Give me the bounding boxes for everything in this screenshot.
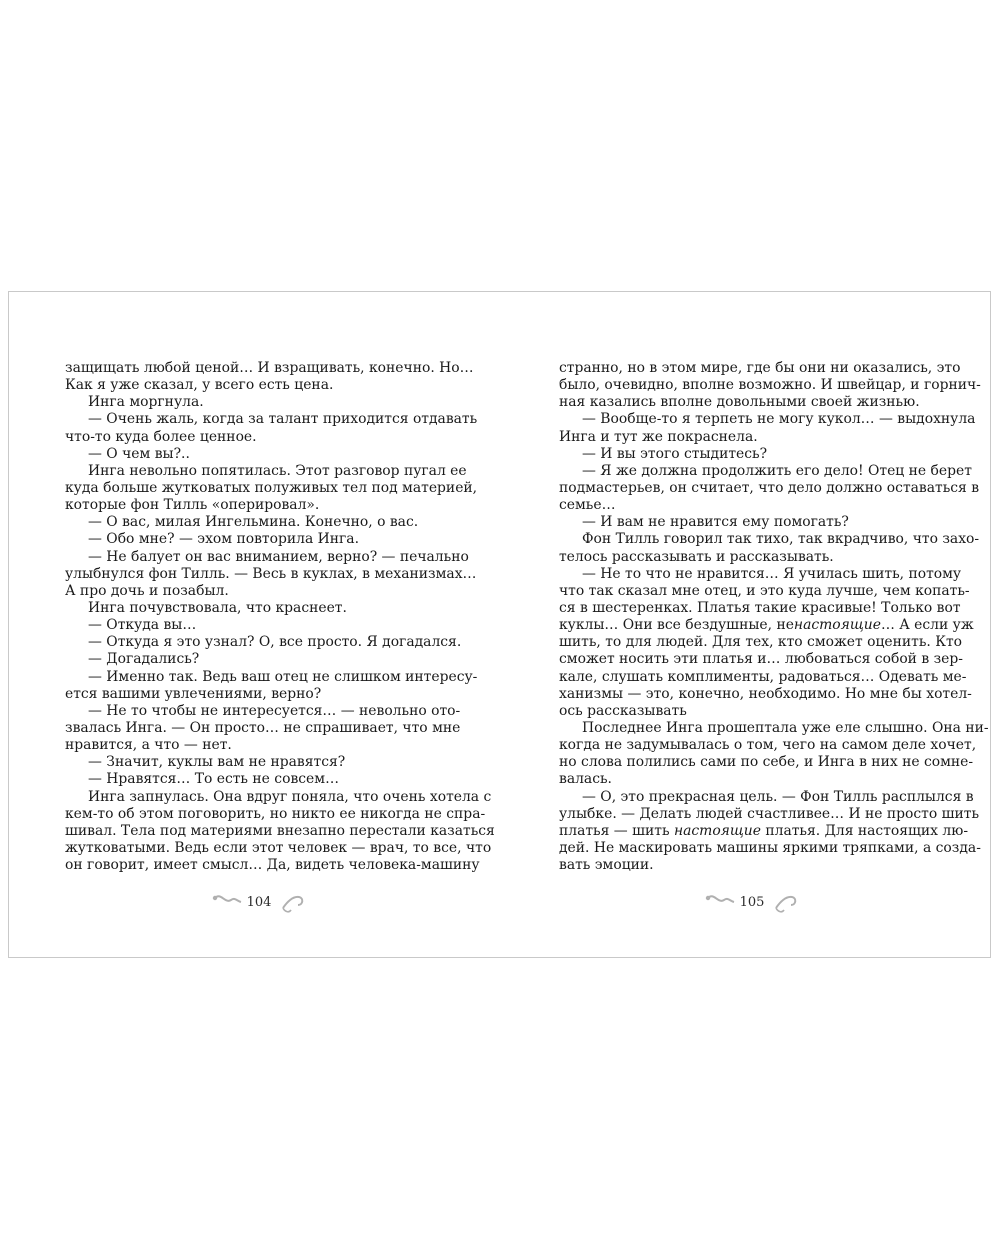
text-line: Инга запнулась. Она вдруг поняла, что очень хотела с <box>88 788 492 805</box>
text-line: валась. <box>559 771 612 788</box>
text-line: вать эмоции. <box>559 857 654 874</box>
text-line: куда больше жутковатых полуживых тел под материей, <box>65 479 478 496</box>
left-page <box>65 360 495 874</box>
text-line: — О, это прекрасная цель. — Фон Тилль расплылся в <box>582 788 974 805</box>
text-line: он говорит, имеет смысл… Да, видеть человека-машину <box>65 857 480 874</box>
text-line: Инга невольно попятилась. Этот разговор пугал ее <box>88 462 467 479</box>
text-line: но слова полились сами по себе, и Инга в них не сомне- <box>559 754 974 771</box>
text-line: звалась Инга. — Он просто… не спрашивает, что мне <box>65 719 461 736</box>
text-line: — Не то что не нравится… Я училась шить, потому <box>582 565 962 582</box>
text-line: шивал. Тела под материями внезапно перестали казаться <box>65 822 495 839</box>
text-line: сможет носить эти платья и… любоваться собой в зер- <box>559 651 963 668</box>
text-line: Фон Тилль говорил так тихо, так вкрадчиво, что захо- <box>582 531 980 548</box>
text-line: ся в шестеренках. Платья такие красивые! Только вот <box>559 599 961 616</box>
text-line: Инга моргнула. <box>88 394 204 411</box>
text-line: кем-то об этом поговорить, но никто ее никогда не спра- <box>65 805 486 822</box>
text-line: — Обо мне? — эхом повторила Инга. <box>88 531 359 548</box>
text-line: что-то куда более ценное. <box>65 428 257 445</box>
text-line: — Значит, куклы вам не нравятся? <box>88 754 346 771</box>
text-line: телось рассказывать и рассказывать. <box>559 548 834 565</box>
text-line: — Не балует он вас вниманием, верно? — печально <box>88 548 469 565</box>
text-line: ная казались вполне довольными своей жизнью. <box>559 394 920 411</box>
text-line: — И вам не нравится ему помогать? <box>582 514 849 531</box>
text-line: было, очевидно, вполне возможно. И швейцар, и горнич- <box>559 377 981 394</box>
text-line: шить, то для людей. Для тех, кто сможет оценить. Кто <box>559 634 963 651</box>
text-line: которые фон Тилль «оперировал». <box>65 497 320 514</box>
text-line: — Откуда вы… <box>88 617 197 634</box>
text-line: — Я же должна продолжить его дело! Отец не берет <box>582 462 972 479</box>
text-line: ханизмы — это, конечно, необходимо. Но мне бы хотел- <box>559 685 972 702</box>
text-line: — Вообще-то я терпеть не могу кукол… — выдохнула <box>582 411 976 428</box>
text-line: — Откуда я это узнал? О, все просто. Я догадался. <box>88 634 462 651</box>
text-line: платья — шить настоящие платья. Для настоящих лю- <box>559 822 969 839</box>
text-line: подмастерьев, он считает, что дело должно оставаться в <box>559 479 980 496</box>
text-line: — Нравятся… То есть не совсем… <box>88 771 339 788</box>
text-line: семье… <box>559 497 616 514</box>
page-number-left <box>199 888 319 918</box>
text-line: странно, но в этом мире, где бы они ни оказались, это <box>559 360 961 376</box>
page-number: 104 <box>246 895 272 910</box>
text-line: кале, слушать комплименты, радоваться… Одевать ме- <box>559 668 967 685</box>
text-line: ось рассказывать <box>559 702 687 719</box>
text-line: — Догадались? <box>88 651 200 668</box>
text-line: — И вы этого стыдитесь? <box>582 445 768 462</box>
text-line: куклы… Они все бездушные, ненастоящие… А если уж <box>559 617 974 634</box>
text-line: защищать любой ценой… И взращивать, конечно. Но… <box>65 360 474 376</box>
text-line: Как я уже сказал, у всего есть цена. <box>65 377 334 394</box>
book-spread <box>8 291 991 958</box>
text-line: улыбке. — Делать людей счастливее… И не просто шить <box>559 805 980 822</box>
text-line: что так сказал мне отец, и это куда лучше, чем копать- <box>559 582 970 599</box>
text-line: — О чем вы?.. <box>88 445 190 462</box>
right-page <box>559 360 989 874</box>
text-line: — Не то чтобы не интересуется… — невольно ото- <box>88 702 461 719</box>
text-line: Последнее Инга прошептала уже еле слышно. Она ни- <box>582 719 989 736</box>
text-line: когда не задумывалась о том, чего на самом деле хочет, <box>559 737 977 754</box>
text-line: — Очень жаль, когда за талант приходится отдавать <box>88 411 478 428</box>
text-line: — О вас, милая Ингельмина. Конечно, о вас. <box>88 514 419 531</box>
text-line: жутковатыми. Ведь если этот человек — врач, то все, что <box>65 839 492 856</box>
text-line: ется вашими увлечениями, верно? <box>65 685 322 702</box>
text-line: — Именно так. Ведь ваш отец не слишком интересу- <box>88 668 478 685</box>
page-number: 105 <box>739 895 765 910</box>
text-line: А про дочь и позабыл. <box>65 582 229 599</box>
text-line: Инга и тут же покраснела. <box>559 428 758 445</box>
text-line: дей. Не маскировать машины яркими тряпками, а созда- <box>559 839 981 856</box>
page-number-right <box>692 888 812 918</box>
text-line: улыбнулся фон Тилль. — Весь в куклах, в механизмах… <box>65 565 477 582</box>
text-line: Инга почувствовала, что краснеет. <box>88 599 347 616</box>
text-line: нравится, а что — нет. <box>65 737 232 754</box>
